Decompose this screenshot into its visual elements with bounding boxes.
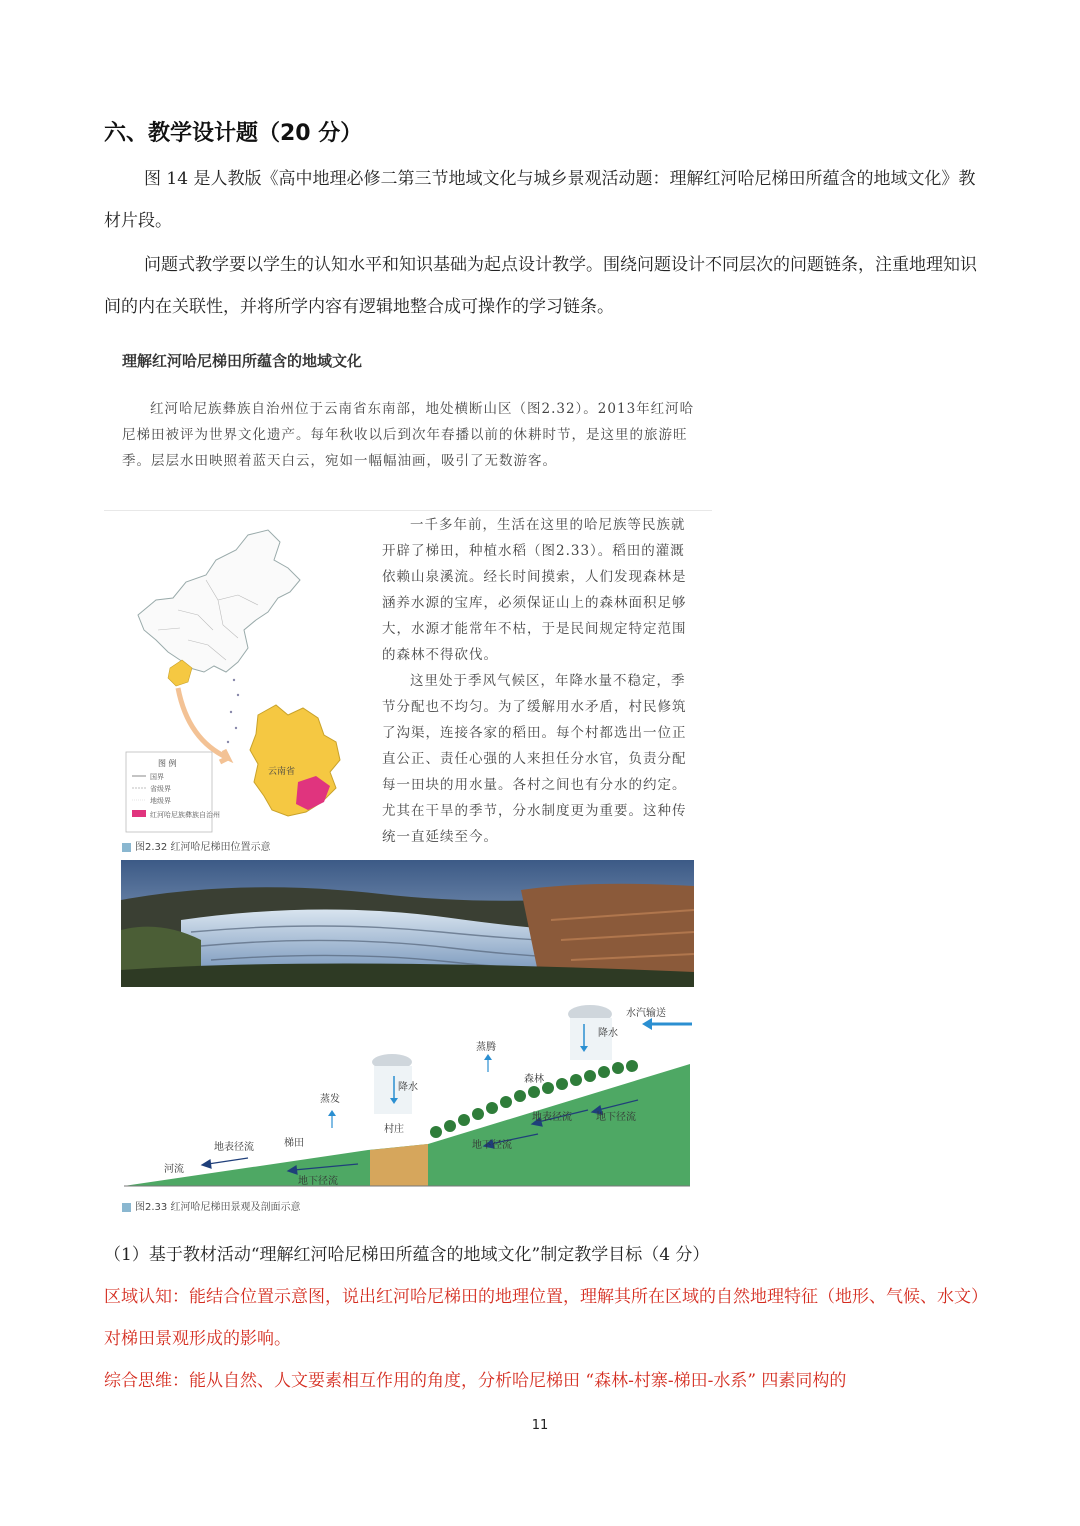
legend-item-national-border: 国界 [150, 773, 164, 781]
legend-item-prefecture-border: 地级界 [150, 797, 171, 805]
textbook-intro [122, 396, 702, 474]
location-map [118, 520, 380, 853]
page-number: 11 [531, 1418, 549, 1433]
label-groundwater-mid: 地下径流 [472, 1140, 512, 1151]
label-rain-right: 降水 [598, 1028, 618, 1039]
textbook-intro-text: 红河哈尼族彝族自治州位于云南省东南部，地处横断山区（图2.32）。2013年红河哈尼梯田被评为世界文化遗产。每年秋收以后到次年春播以前的休耕时节，是这里的旅游旺季。层层水田映照着蓝天白云，宛如一幅幅油画，吸引了无数游客。 [122, 401, 695, 469]
yunnan-label: 云南省 [268, 767, 296, 777]
textbook-right-para-2 [382, 668, 694, 850]
section-title: 六、教学设计题（20 分） [104, 121, 363, 146]
legend-item-province-border: 省级界 [150, 785, 171, 793]
cross-section-svg [118, 1000, 696, 1198]
map-legend [126, 752, 220, 832]
label-forest: 森林 [524, 1074, 544, 1085]
map-caption [122, 838, 270, 853]
question-1: （1）基于教材活动“理解红河哈尼梯田所蕴含的地域文化”制定教学目标（4 分） [104, 1245, 710, 1265]
location-map-svg [118, 520, 380, 840]
china-outline [138, 530, 300, 672]
textbook-right-column [382, 512, 694, 850]
label-vapor: 水汽输送 [626, 1008, 666, 1019]
label-rain-left: 降水 [398, 1082, 418, 1093]
label-village: 村庄 [384, 1124, 404, 1135]
label-river: 河流 [164, 1164, 184, 1175]
textbook-right-para-2-text: 这里处于季风气候区，年降水量不稳定，季节分配也不均匀。为了缓解用水矛盾，村民修筑了沟渠，连接各家的稻田。每个村都选出一位正直公正、责任心强的人来担任分水官，负责分配每一田块的用水量。各村之间也有分水的约定。尤其在干旱的季节，分水制度更为重要。这种传统一直延续至今。 [382, 673, 687, 845]
intro-paragraph-2 [104, 244, 984, 328]
intro-paragraph-1-text: 图 14 是人教版《高中地理必修二第三节地域文化与城乡景观活动题：理解红河哈尼梯田所蕴含的地域文化》教材片段。 [104, 169, 976, 231]
map-caption-text: 图2.32 红河哈尼梯田位置示意 [135, 842, 271, 853]
intro-paragraph-2-text: 问题式教学要以学生的认知水平和知识基础为起点设计教学。围绕问题设计不同层次的问题链条，注重地理知识间的内在关联性，并将所学内容有逻辑地整合成可操作的学习链条。 [104, 255, 977, 317]
textbook-divider [104, 510, 712, 511]
label-evaporation: 蒸发 [320, 1094, 340, 1105]
yunnan-province [250, 705, 340, 816]
terrace-photo-svg [121, 860, 694, 987]
village-ground [370, 1144, 428, 1186]
label-terraces: 梯田 [284, 1138, 304, 1149]
legend-title: 图 例 [158, 759, 177, 768]
terrace-photo [121, 860, 694, 987]
answer-integrated-thinking: 综合思维：能从自然、人文要素相互作用的角度，分析哈尼梯田 “森林-村寨-梯田-水系” 四素同构的 [104, 1371, 847, 1391]
cross-section-diagram [118, 1000, 696, 1213]
label-surface-runoff-right: 地表径流 [532, 1112, 572, 1123]
diagram-caption [122, 1198, 300, 1213]
textbook-right-para-1-text: 一千多年前，生活在这里的哈尼族等民族就开辟了梯田，种植水稻（图2.33）。稻田的灌溉依赖山泉溪流。经长时间摸索，人们发现森林是涵养水源的宝库，必须保证山上的森林面积足够大，水源才能常年不枯，于是民间规定特定范围的森林不得砍伐。 [382, 517, 687, 663]
label-groundwater-right: 地下径流 [596, 1112, 636, 1123]
answer-regional-cognition: 区域认知：能结合位置示意图，说出红河哈尼梯田的地理位置，理解其所在区域的自然地理特征（地形、气候、水文）对梯田景观形成的影响。 [104, 1287, 980, 1349]
intro-paragraph-1 [104, 158, 984, 242]
label-surface-runoff-left: 地表径流 [214, 1142, 254, 1153]
label-groundwater-left: 地下径流 [298, 1176, 338, 1187]
label-transpiration: 蒸腾 [476, 1042, 496, 1053]
legend-item-honghe: 红河哈尼族彝族自治州 [150, 811, 220, 819]
textbook-right-para-1 [382, 512, 694, 668]
textbook-title: 理解红河哈尼梯田所蕴含的地域文化 [122, 352, 363, 370]
zoom-arrow [178, 688, 228, 762]
diagram-caption-text: 图2.33 红河哈尼梯田景观及剖面示意 [135, 1202, 301, 1213]
